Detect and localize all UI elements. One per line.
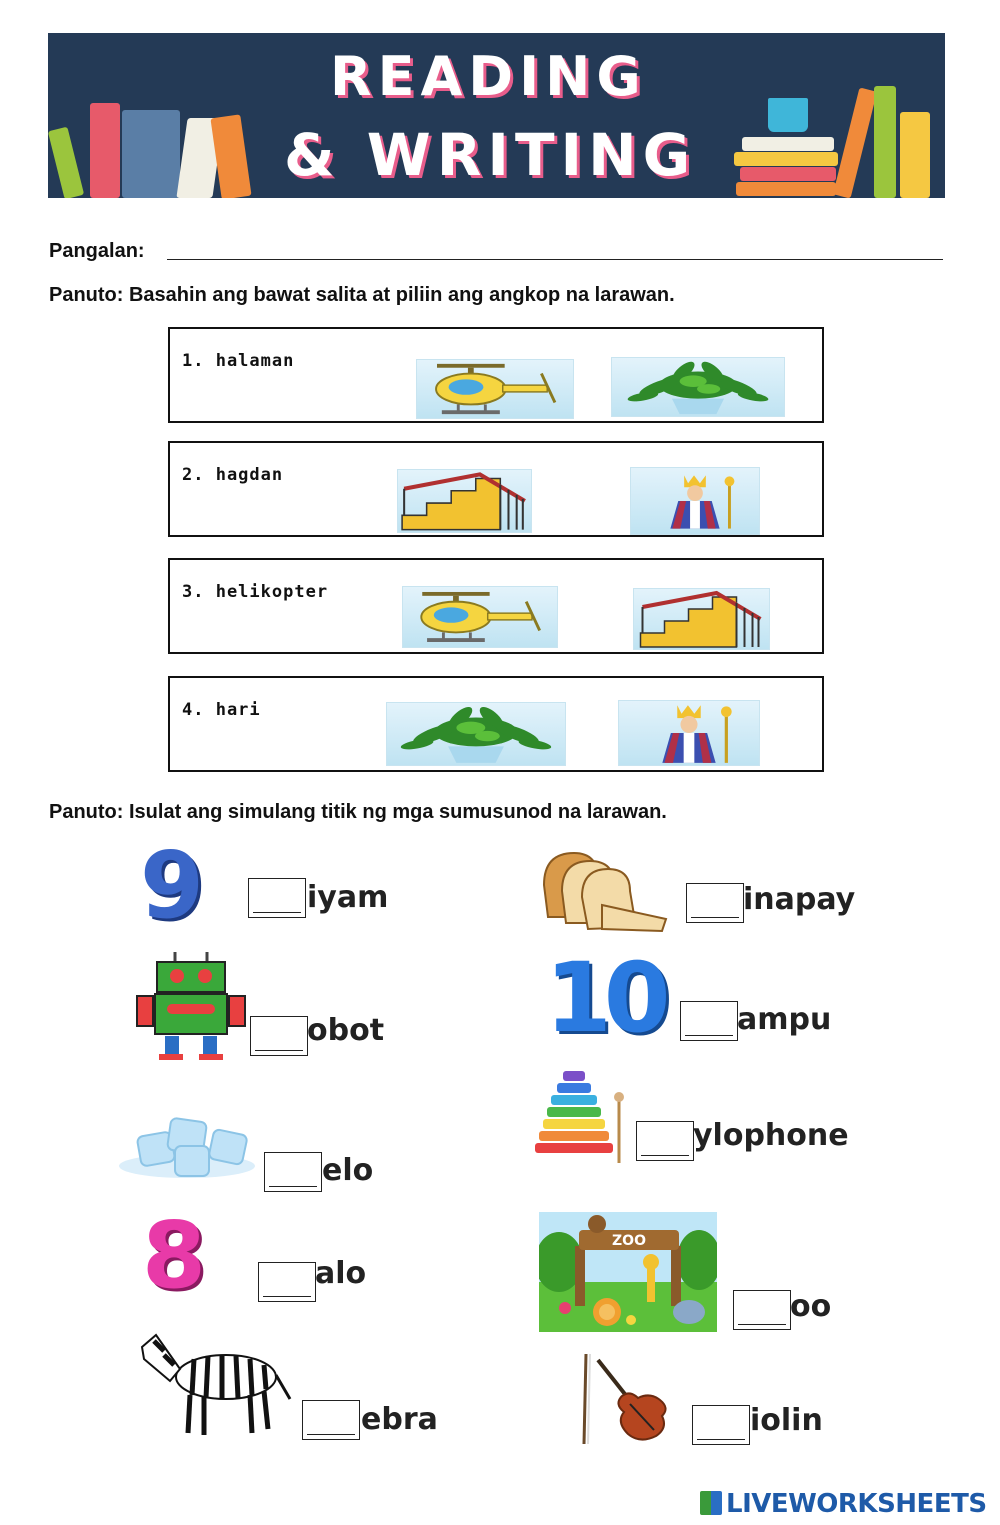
bread-picture [538,845,673,933]
option-plant-image[interactable] [611,357,785,417]
number-nine-icon: 9 [140,832,205,939]
book-decoration [900,112,930,198]
letter-blank-input[interactable] [680,1001,738,1041]
liveworksheets-logo-icon [700,1491,722,1515]
question-box-3 [168,558,824,654]
letter-blank-input[interactable] [250,1016,308,1056]
book-decoration [48,127,84,198]
number-ten-icon: 10 [545,942,663,1054]
option-stairs-image[interactable] [633,588,770,650]
word-part: oo [790,1289,832,1324]
ice-icon [117,1110,259,1182]
banner-title-line2: & WRITING [284,121,697,189]
violin-icon [578,1352,673,1447]
violin-picture [578,1352,673,1447]
question-word: 2. hagdan [182,465,284,485]
book-decoration [122,110,180,198]
zoo-sign: ZOO [612,1233,646,1249]
book-decoration [742,137,834,151]
nine-picture [140,832,205,939]
word-part: iolin [750,1403,823,1438]
number-eight-icon: 8 [142,1202,207,1309]
word-part: alo [315,1256,367,1291]
book-decoration [734,152,838,166]
name-label: Pangalan: [49,240,145,262]
question-box-1 [168,327,824,423]
book-decoration [90,103,120,198]
letter-blank-input[interactable] [686,883,744,923]
instruction-1: Panuto: Basahin ang bawat salita at piliin ang angkop na larawan. [49,284,675,306]
word-part: ampu [737,1002,832,1037]
letter-blank-input[interactable] [302,1400,360,1440]
zebra-picture [134,1325,296,1440]
book-decoration [210,114,251,198]
letter-blank-input[interactable] [258,1262,316,1302]
zebra-icon [134,1325,296,1440]
ice-picture [117,1110,259,1182]
option-plant-image[interactable] [386,702,566,766]
bread-icon [538,845,673,933]
question-word: 4. hari [182,700,261,720]
option-stairs-image[interactable] [397,469,532,533]
option-king-image[interactable] [630,467,760,535]
xylophone-picture [533,1067,628,1167]
book-decoration [740,167,836,181]
zoo-icon [539,1212,717,1332]
brand-name: LIVEWORKSHEETS [726,1489,987,1519]
option-king-image[interactable] [618,700,760,766]
letter-blank-input[interactable] [264,1152,322,1192]
book-decoration [874,86,896,198]
liveworksheets-footer[interactable] [700,1489,987,1519]
question-word: 1. halaman [182,351,295,371]
book-decoration [736,182,836,196]
robot-picture [135,950,247,1062]
word-part: ylophone [693,1118,849,1153]
name-input-line[interactable] [167,259,943,260]
banner-title-line1: READING [330,45,647,108]
header-banner [48,33,945,198]
xylophone-icon [533,1067,628,1167]
eight-picture [142,1202,207,1309]
letter-blank-input[interactable] [636,1121,694,1161]
option-helicopter-image[interactable] [416,359,574,419]
letter-blank-input[interactable] [692,1405,750,1445]
word-part: iyam [307,880,389,915]
word-part: obot [307,1013,385,1048]
word-part: inapay [743,882,856,917]
question-box-4 [168,676,824,772]
zoo-picture [539,1212,717,1332]
book-decoration [833,87,877,198]
instruction-2: Panuto: Isulat ang simulang titik ng mga sumusunod na larawan. [49,801,667,823]
word-part: elo [322,1153,374,1188]
question-box-2 [168,441,824,537]
pencil-cup-icon [768,98,808,132]
letter-blank-input[interactable] [248,878,306,918]
word-part: ebra [361,1402,438,1437]
robot-icon [135,950,247,1062]
ten-picture [545,942,663,1054]
letter-blank-input[interactable] [733,1290,791,1330]
question-word: 3. helikopter [182,582,329,602]
option-helicopter-image[interactable] [402,586,558,648]
